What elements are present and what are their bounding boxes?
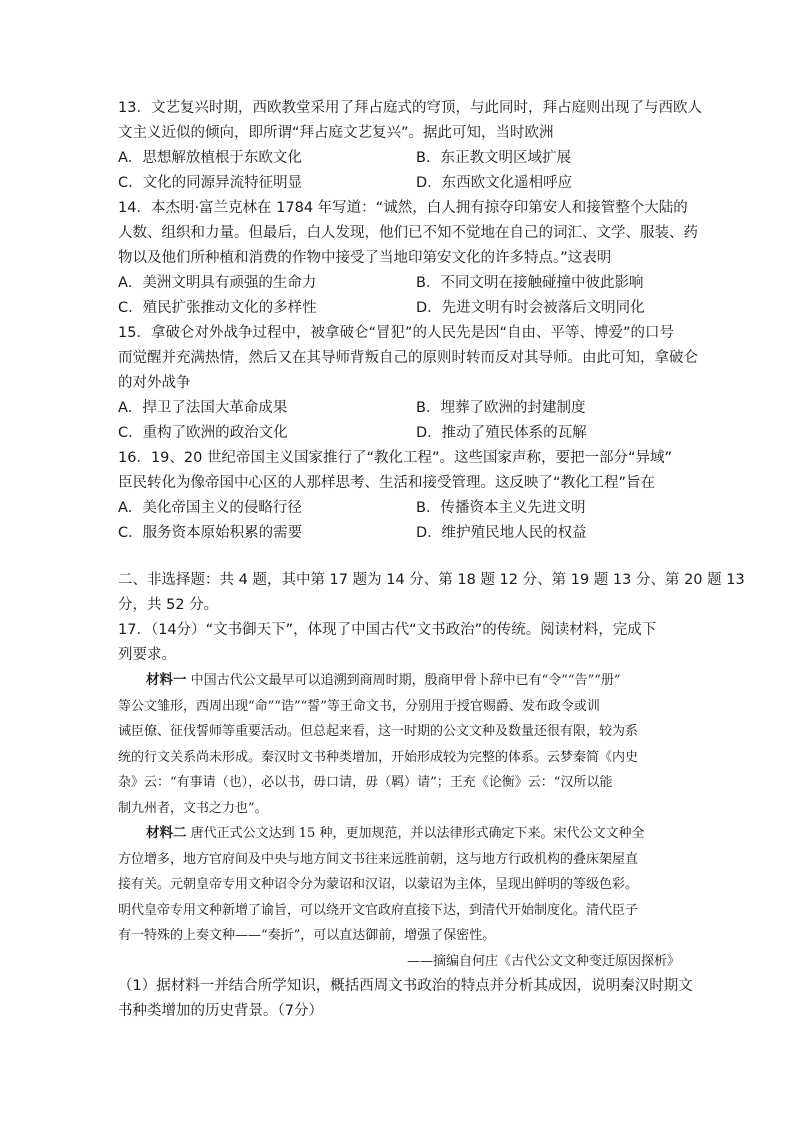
option-c: C．服务资本原始积累的需要 [118,525,303,541]
option-a: A．思想解放植根于东欧文化 [118,150,302,166]
question-stem: 人数、组织和力量。但最后，白人发现，他们已不知不觉地在自己的词汇、文学、服装、药 [118,225,698,241]
question-14 [118,196,698,321]
material-1 [118,668,680,821]
material-line: 明代皇帝专用文种新增了谕旨，可以绕开文官政府直接下达，到清代开始制度化。清代臣子 [118,902,639,918]
question-stem: 臣民转化为像帝国中心区的人那样思考、生活和接受管理。这反映了“教化工程”旨在 [118,475,656,491]
sub-question-1: 书种类增加的历史背景。（7分） [118,1002,323,1019]
material-2 [118,821,680,949]
option-b: B．埋葬了欧洲的封建制度 [416,400,586,416]
sub-question-1: （1）据材料一并结合所学知识，概括西周文书政治的特点并分析其成因，说明秦汉时期文 [118,977,693,994]
question-stem: 15．拿破仑对外战争过程中，被拿破仑“冒犯”的人民先是因“自由、平等、博爱”的口号 [118,325,674,341]
option-d: D．维护殖民地人民的权益 [416,525,587,541]
question-stem: 物以及他们所种植和消费的作物中接受了当地印第安文化的许多特点。”这表明 [118,250,612,266]
option-b: B．不同文明在接触碰撞中彼此影响 [416,275,644,291]
question-stem: 17．（14分）“文书御天下”，体现了中国古代“文书政治”的传统。阅读材料，完成下 [118,622,657,638]
question-stem: 的对外战争 [118,375,191,391]
material-line: 制九州者，文书之力也”。 [118,800,268,816]
option-d: D．推动了殖民体系的瓦解 [416,425,587,441]
option-a: A．美洲文明具有顽强的生命力 [118,275,317,291]
question-stem: 16．19、20 世纪帝国主义国家推行了“教化工程”。这些国家声称，要把一部分“异域” [118,450,673,466]
option-c: C．文化的同源异流特征明显 [118,175,303,191]
material-line: 材料二 唐代正式公文达到 15 种，更加规范，并以法律形式确定下来。宋代公文文种全 [146,825,645,841]
question-16 [118,446,680,546]
question-13 [118,96,702,196]
material-line: 方位增多，地方官府间及中央与地方间文书往来远胜前朝，这与地方行政机构的叠床架屋直 [118,851,639,867]
option-b: B．东正教文明区域扩展 [416,150,571,166]
question-stem: 列要求。 [118,647,176,663]
section-heading-line: 二、非选择题：共 4 题，其中第 17 题为 14 分、第 18 题 12 分、第 19 题 13 分、第 20 题 13 [118,572,745,588]
section-heading-line: 分，共 52 分。 [118,597,219,613]
question-stem: 文主义近似的倾向，即所谓“拜占庭文艺复兴”。据此可知，当时欧洲 [118,125,554,141]
question-stem: 而觉醒并充满热情，然后又在其导师背叛自己的原则时转而反对其导师。由此可知，拿破仑 [118,350,698,366]
option-a: A．捍卫了法国大革命成果 [118,400,288,416]
question-17 [118,618,693,1024]
material-line: 接有关。元朝皇帝专用文种诏令分为蒙诏和汉诏，以蒙诏为主体，呈现出鲜明的等级色彩。 [118,877,639,892]
material-line: 等公文雏形，西周出现“命”“诰”“誓”等王命文书，分别用于授官赐爵、发布政令或训 [118,698,600,714]
material-source: ——摘编自何庄《古代公文文种变迁原因探析》 [406,953,680,969]
material-label: 材料一 [146,672,187,688]
section-heading [118,568,745,618]
option-d: D．先进文明有时会被落后文明同化 [416,300,645,316]
option-d: D．东西欧文化遥相呼应 [416,175,573,191]
material-line: 有一特殊的上奏文种——“奏折”，可以直达御前，增强了保密性。 [118,928,496,943]
option-b: B．传播资本主义先进文明 [416,500,586,516]
material-line: 统的行文关系尚未形成。秦汉时文书种类增加，开始形成较为完整的体系。云梦秦简《内史 [118,749,639,765]
exam-page [118,96,745,1024]
question-stem: 13．文艺复兴时期，西欧教堂采用了拜占庭式的穹顶，与此同时，拜占庭则出现了与西欧人 [118,100,702,116]
material-label: 材料二 [146,825,187,841]
question-15 [118,321,698,446]
question-stem: 14．本杰明·富兰克林在 1784 年写道：“诚然，白人拥有掠夺印第安人和接管整个大陆的 [118,200,688,216]
option-c: C．重构了欧洲的政治文化 [118,425,288,441]
material-line: 杂》云：“有事请（也），必以书，毋口请，毋（羁）请”；王充《论衡》云：“汉所以能 [118,775,613,790]
material-line: 材料一 中国古代公文最早可以追溯到商周时期，殷商甲骨卜辞中已有“令”“告”“册” [146,672,621,688]
material-line: 诫臣僚、征伐誓师等重要活动。但总起来看，这一时期的公文文种及数量还很有限，较为系 [118,724,639,739]
option-c: C．殖民扩张推动文化的多样性 [118,300,317,316]
option-a: A．美化帝国主义的侵略行径 [118,500,302,516]
